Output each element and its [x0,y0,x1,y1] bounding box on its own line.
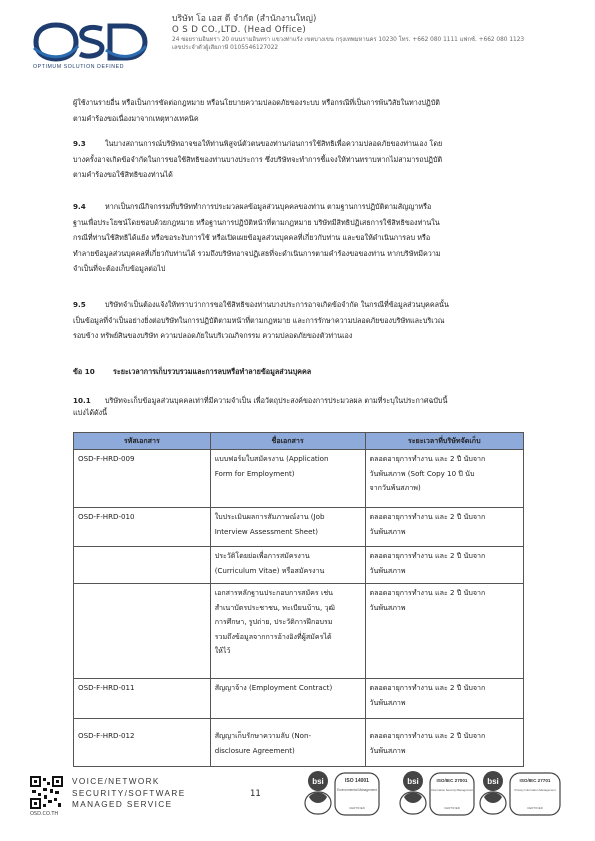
svg-text:ISO 14001: ISO 14001 [345,778,369,784]
company-name-thai: บริษัท โอ เอส ดี จำกัด (สำนักงานใหญ่) [172,14,317,24]
column-header-name: ชื่อเอกสาร [210,433,365,450]
svg-text:CERTIFIED: CERTIFIED [349,806,365,810]
column-header-period: ระยะเวลาที่บริษัทจัดเก็บ [365,433,523,450]
cell-line: วันพ้นสภาพ [369,697,406,707]
cell-name [210,584,365,679]
text-line: หากเป็นกรณีกิจกรรมที่บริษัททำการประมวลผลข้อมูลส่วนบุคคลของท่าน ตามฐานการปฏิบัติตามสัญญาหรือ [105,202,432,211]
cell-code: OSD-F-HRD-012 [74,719,211,767]
slogan-line: SECURITY/SOFTWARE [72,788,186,798]
svg-text:CERTIFIED: CERTIFIED [527,806,543,810]
cell-line: การศึกษา, รูปถ่าย, ประวัติการฝึกอบรม [214,617,333,626]
text-line: จำเป็นที่จะต้องเก็บข้อมูลต่อไป [73,264,166,273]
cell-line: disclosure Agreement) [214,745,295,755]
cell-line: รวมถึงข้อมูลจากการอ้างอิงที่ผู้สมัครได้ [214,631,332,641]
company-address: 24 ซอยรามอินทรา 20 ถนนรามอินทรา แขวงท่าแร้ง เขตบางเขน กรุงเทพมหานคร 10230 โทร. +662 080 1111 แฟกซ์. +662 080 1123 [172,37,525,43]
cell-line: ประวัติโดยย่อเพื่อการสมัครงาน [214,551,310,560]
cell-line: วันพ้นสภาพ [369,602,406,612]
text-line: แบ่งได้ดังนี้ [73,407,108,417]
cell-line: Form for Employment) [214,468,295,478]
cell-name [210,679,365,719]
slogan-line: VOICE/NETWORK [72,777,160,786]
cell-line: จากวันพ้นสภาพ) [369,483,421,492]
text-line: ในบางสถานการณ์บริษัทอาจขอให้ท่านพิสูจน์ตัวตนของท่านก่อนการใช้สิทธิเพื่อความปลอดภัยของท่านเอง โดย [105,139,443,148]
text-line: กรณีที่ท่านใช้สิทธิได้แย้ง หรือขอระงับการใช้ หรือเปิดเผยข้อมูลส่วนบุคคลที่เกี่ยวกับท่าน และขอให้ดำเนินการลบ หรือ [73,233,431,242]
website-url[interactable]: OSD.CO.TH [30,811,59,817]
cell-line: ให้ไว้ [214,646,231,655]
cell-period [365,508,523,547]
section-9-3 [73,136,525,183]
table-row [74,547,524,584]
cell-line: ใบประเมินผลการสัมภาษณ์งาน (Job [214,512,325,521]
cell-period [365,450,523,508]
text-line: ทำลายข้อมูลส่วนบุคคลที่เกี่ยวกับท่านได้ รวมถึงบริษัทอาจปฏิเสธที่จะดำเนินการตามคำร้องขอของท่าน หากบริษัทมีความ [73,248,441,258]
cell-name [210,450,365,508]
osd-logo-icon [30,20,150,64]
bsi-iso-14001-certification-icon [303,769,383,819]
company-name-english: O S D CO.,LTD. (Head Office) [172,25,307,35]
cell-period [365,584,523,679]
table-row [74,450,524,508]
table-row [74,679,524,719]
table-header-row [74,433,524,450]
cell-line: ตลอดอายุการทำงาน และ 2 ปี นับจาก [369,454,486,463]
text-line: บริษัทจะเก็บข้อมูลส่วนบุคคลเท่าที่มีความจำเป็น เพื่อวัตถุประสงค์ของการประมวลผล ตามที่ระบุในประกาศฉบับนี้ [105,396,448,405]
section-number: ข้อ 10 [73,367,95,376]
svg-text:Environmental Management: Environmental Management [337,788,377,792]
section-9-5 [73,297,525,344]
cell-line: ตลอดอายุการทำงาน และ 2 ปี นับจาก [369,512,486,521]
cell-line: (Curriculum Vitae) หรือสมัครงาน [214,565,325,575]
cell-line: วันพ้นสภาพ [369,565,406,575]
cell-line: วันพ้นสภาพ [369,745,406,755]
bsi-iso-27001-certification-icon [398,769,478,819]
cell-code: OSD-F-HRD-009 [74,450,211,508]
qr-code-icon[interactable] [30,776,63,809]
retention-table [73,432,524,767]
text-line: ตามคำร้องขอเนื่องมาจากเหตุทางเทคนิค [73,113,199,123]
svg-text:ISO/IEC 27001: ISO/IEC 27001 [436,778,468,783]
cell-line: สัญญาเก็บรักษาความลับ (Non- [214,731,312,740]
text-line: รอบข้าง ทรัพย์สินของบริษัท ความปลอดภัยในบริเวณกิจกรรม ความปลอดภัยของตัวท่านเอง [73,331,353,340]
svg-text:CERTIFIED: CERTIFIED [444,806,460,810]
section-10-heading [73,364,525,380]
cell-line: สำเนาบัตรประชาชน, ทะเบียนบ้าน, วุฒิ [214,602,335,612]
intro-paragraph [73,95,525,126]
svg-text:Information Security Managemen: Information Security Management [431,788,473,792]
svg-text:Privacy Information Management: Privacy Information Management [514,788,556,792]
section-number: 9.3 [73,139,86,148]
cell-period [365,547,523,584]
svg-text:bsi: bsi [487,777,499,786]
table-row [74,508,524,547]
section-9-4 [73,199,525,277]
cell-line: Interview Assessment Sheet) [214,526,319,536]
text-line: ผู้ใช้งานรายอื่น หรือเป็นการขัดต่อกฎหมาย หรือนโยบายความปลอดภัยของระบบ หรือกรณีที่เป็นการพ้นวิสัยในทางปฏิบัติ [73,98,440,107]
cell-code: OSD-F-HRD-011 [74,679,211,719]
cell-line: ตลอดอายุการทำงาน และ 2 ปี นับจาก [369,551,486,560]
section-10-1 [73,393,525,420]
text-line: บริษัทจำเป็นต้องแจ้งให้ทราบว่าการขอใช้สิทธิของท่านบางประการอาจเกิดข้อจำกัด ในกรณีที่ข้อมูลส่วนบุคคลนั้น [105,300,449,309]
cell-line: แบบฟอร์มใบสมัครงาน (Application [214,454,329,463]
text-line: บางครั้งอาจเกิดข้อจำกัดในการขอใช้สิทธิของท่านบางประการ ซึ่งบริษัทจะทำการชี้แจงให้ท่านทราบหากไม่สามารถปฏิบัติ [73,154,443,164]
text-line: เป็นข้อมูลที่จำเป็นอย่างยิ่งต่อบริษัทในการปฏิบัติตามหน้าที่ตามกฎหมาย และการรักษาความปลอดภัยของบริษัทและบริเวณ [73,315,445,325]
cell-name [210,508,365,547]
cell-line: เอกสารหลักฐานประกอบการสมัคร เช่น [214,588,334,597]
table-row [74,719,524,767]
table-row [74,584,524,679]
cell-name [210,547,365,584]
section-number: 9.4 [73,202,86,211]
cell-line: ตลอดอายุการทำงาน และ 2 ปี นับจาก [369,588,486,597]
cell-period [365,679,523,719]
svg-text:bsi: bsi [312,777,324,786]
footer-slogan [72,776,186,811]
svg-text:ISO/IEC 27701: ISO/IEC 27701 [519,778,551,783]
text-line: ฐานเพื่อประโยชน์โดยชอบด้วยกฎหมาย หรือฐานการปฏิบัติหน้าที่ตามกฎหมาย บริษัทมีสิทธิปฏิเสธการใช้สิทธิของท่านใน [73,217,440,227]
company-tax-id: เลขประจำตัวผู้เสียภาษี 0105546127022 [172,45,279,51]
cell-line: ตลอดอายุการทำงาน และ 2 ปี นับจาก [369,683,486,692]
cell-line: สัญญาจ้าง (Employment Contract) [214,683,333,692]
cell-name [210,719,365,767]
section-number: 9.5 [73,300,86,309]
page-number: 11 [250,789,261,799]
column-header-code: รหัสเอกสาร [74,433,211,450]
company-logo [30,20,150,70]
svg-text:bsi: bsi [407,777,419,786]
cell-line: ตลอดอายุการทำงาน และ 2 ปี นับจาก [369,731,486,740]
cell-period [365,719,523,767]
cell-code [74,547,211,584]
bsi-iso-27701-certification-icon [478,769,568,819]
slogan-line: MANAGED SERVICE [72,800,173,809]
cell-line: วันพ้นสภาพ [369,526,406,536]
section-title: ระยะเวลาการเก็บรวบรวมและการลบหรือทำลายข้อมูลส่วนบุคคล [113,367,312,376]
company-info [172,14,587,52]
cell-line: วันพ้นสภาพ (Soft Copy 10 ปี นับ [369,468,475,478]
section-number: 10.1 [73,396,91,405]
logo-tagline: OPTIMUM SOLUTION DEFINED [33,64,125,70]
cell-code [74,584,211,679]
text-line: ตามคำร้องขอใช้สิทธิของท่านได้ [73,170,173,179]
cell-code: OSD-F-HRD-010 [74,508,211,547]
